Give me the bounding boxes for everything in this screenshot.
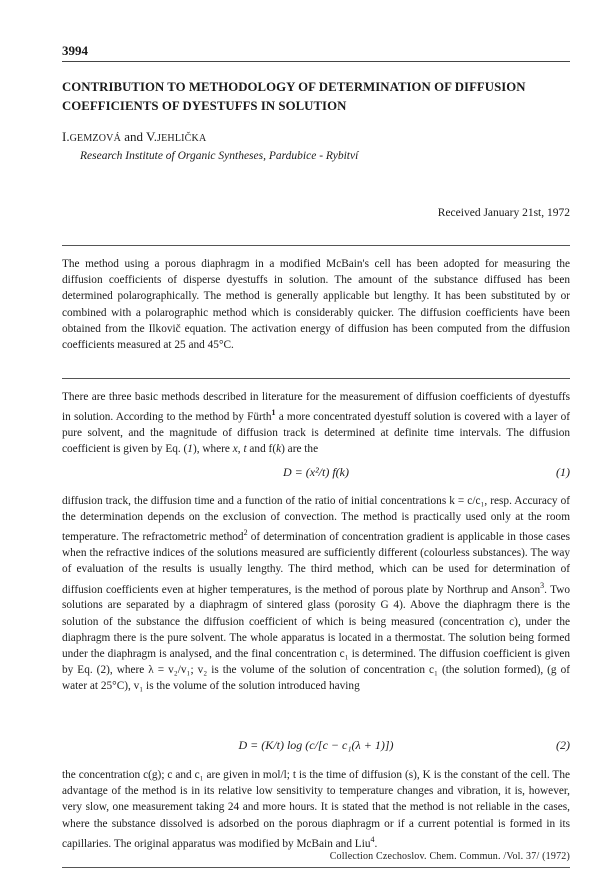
reference-2: 2 xyxy=(243,528,248,538)
body-paragraph-1: There are three basic methods described in literature for the measurement of diffusion coefficients of dyestuffs in solution. According to the method by Fürth$^1$ a more concentrated dyestuff solution is covered with a layer of pure solvent, and the magnitude of diffusion track is determined at definite time intervals. The diffusion coefficient is given by Eq. (1), where x, t and f(k) are the xyxy=(62,391,570,456)
page-number: 3994 xyxy=(62,43,88,58)
author-conjunction: and xyxy=(121,129,147,144)
equation-1-number: (1) xyxy=(556,465,570,479)
journal-footer: Collection Czechoslov. Chem. Commun. /Vol. 37/ (1972) xyxy=(329,851,570,862)
body-paragraph-3: the concentration c(g); c and c₁ are given in mol/l; t is the time of diffusion (s), K is the constant of the cell. The advantage of the method is in its relative low sensitivity to temperature changes and vibration, it is, however, very slow, one measurement taking 24 and more hours. It is stated that the method is not reliable in the cases, where the substance dissolved is adsorbed on the porous diaphragm or if a current potential is formed in its capillaries. The original apparatus was modified by McBain and Liu$^4$. xyxy=(62,769,570,850)
author1-initial: I. xyxy=(62,129,70,144)
author2-surname: JEHLIČKA xyxy=(157,133,207,144)
equation-1-formula: D = (x²/t) f(k) xyxy=(283,465,349,479)
abstract-bottom-rule xyxy=(62,378,570,379)
author2-initial: V. xyxy=(146,129,158,144)
footer-rule xyxy=(62,867,570,868)
body-paragraph-2: diffusion track, the diffusion time and a function of the ratio of initial concentrations k = c/c₁, resp. Accuracy of the determination depends on the exclusion of convection. The method is practically used only at the room temperature. The refractometric method$^2$ of determination of concentration gradient is applicable in those cases when the refractive indices of the solutions measured are sufficiently different (colourless substances). The way of evaluation of the results is usually lengthy. The third method, which can be used for determination of diffusion coefficients even at higher temperatures, is the method of porous plate by Northrup and Anson$^3$. Two solutions are separated by a diaphragm of sintered glass (porosity G 4). Above the diaphragm there is the solution of the substance the diffusion coefficient of which is being measured (concentration c), under the diaphragm there is the pure solvent. The whole apparatus is located in a thermostat. The solution being formed under the diaphragm is analysed, and the final concentration c₁ is determined. The diffusion coefficient is given by Eq. (2), where λ = v₂/v₁; v₂ is the volume of the solution of concentration c₁ (the solution formed), (g of water at 25°C), v₁ is the volume of the solution introduced having xyxy=(62,495,571,693)
author1-surname: GEMZOVÁ xyxy=(69,133,121,144)
received-date: Received January 21st, 1972 xyxy=(437,207,570,219)
reference-3: 3 xyxy=(540,580,545,590)
reference-1: 1 xyxy=(271,408,276,418)
equation-2-formula: D = (K/t) log (c/[c − c₁(λ + 1)]) xyxy=(238,738,394,752)
reference-4: 4 xyxy=(370,834,375,844)
affiliation: Research Institute of Organic Syntheses, Pardubice - Rybitví xyxy=(80,150,359,162)
header-rule xyxy=(62,61,570,62)
equation-1 xyxy=(62,465,570,483)
equation-2-number: (2) xyxy=(556,738,570,752)
authors-line xyxy=(62,129,206,145)
equation-2 xyxy=(62,738,570,756)
abstract: The method using a porous diaphragm in a modified McBain's cell has been adopted for measuring the diffusion coefficients of disperse dyestuffs in solution. The amount of the substance diffused has been determined polarographically. The method is generally applicable but lengthy. It has been substituted by or combined with a polarographic method which is considerably quicker. The diffusion coefficients have been obtained from the Ilkovič equation. The activation energy of diffusion has been computed from the diffusion coefficients measured at 25 and 45°C. xyxy=(62,258,570,352)
article-title: CONTRIBUTION TO METHODOLOGY OF DETERMINATION OF DIFFUSION COEFFICIENTS OF DYESTUFFS IN SOLUTION xyxy=(62,80,526,113)
abstract-top-rule xyxy=(62,245,570,246)
equation-reference: 1 xyxy=(187,443,193,456)
